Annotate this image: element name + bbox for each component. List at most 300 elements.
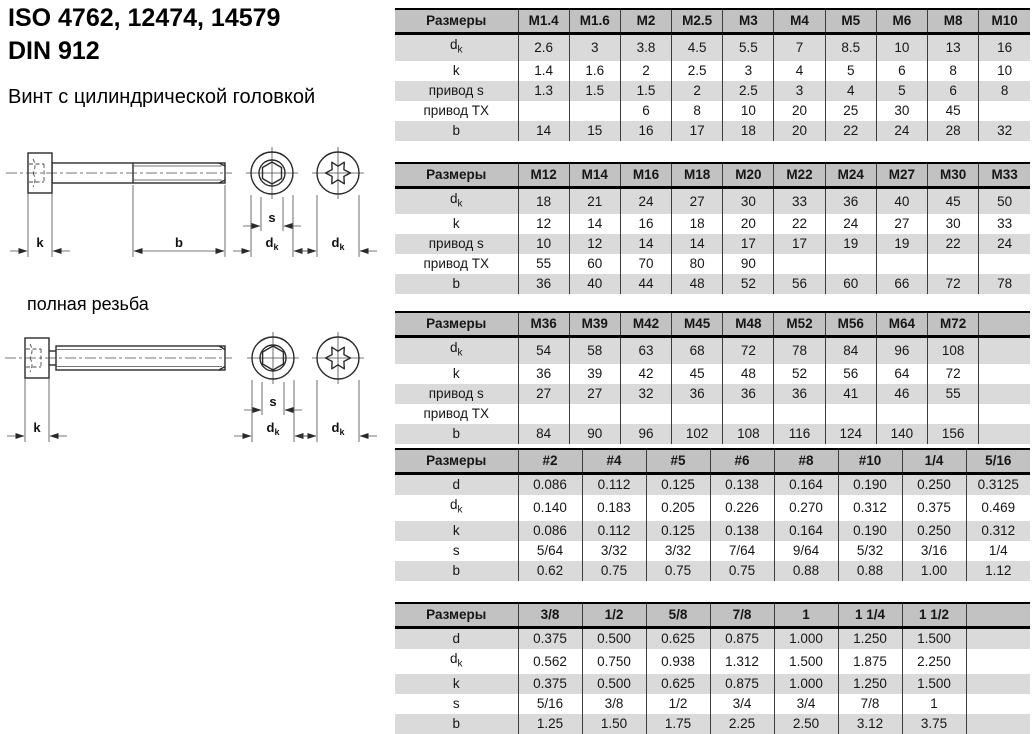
size-header: 1 1/2 — [902, 603, 966, 628]
screw-drawing-full-thread — [0, 318, 390, 453]
size-header: M18 — [672, 163, 723, 188]
dimension-value — [672, 404, 723, 424]
dimension-value: 0.875 — [710, 627, 774, 649]
dimension-value: 1/4 — [966, 541, 1030, 561]
sizes-column-title: Размеры — [395, 9, 518, 34]
dimension-value: 52 — [774, 364, 825, 384]
dimension-value: 24 — [825, 214, 876, 234]
dimension-value: 1.875 — [838, 649, 902, 675]
size-header: M2 — [620, 9, 671, 34]
dimension-value: 3/32 — [646, 541, 710, 561]
size-header: #8 — [774, 449, 838, 474]
size-header: M12 — [518, 163, 569, 188]
table-header-row — [395, 163, 1030, 188]
dimension-value: 52 — [723, 274, 774, 294]
dimension-value: 13 — [928, 34, 979, 61]
dim-label-s: s — [268, 210, 276, 225]
dimension-value: 0.086 — [518, 521, 582, 541]
size-header: M56 — [825, 312, 876, 337]
dimension-value: 18 — [518, 187, 569, 214]
row-label: привод TX — [423, 102, 489, 118]
dimension-s — [244, 382, 302, 415]
dimension-value: 0.625 — [646, 674, 710, 694]
page-subtitle: Винт с цилиндрической головкой — [8, 86, 316, 108]
dimension-value: 0.190 — [838, 474, 902, 496]
dimension-value: 96 — [620, 424, 671, 444]
dimension-value: 2 — [672, 81, 723, 101]
dimension-value — [774, 254, 825, 274]
dimension-value: 45 — [928, 101, 979, 121]
dimension-value: 3/16 — [902, 541, 966, 561]
size-header: M1.4 — [518, 9, 569, 34]
row-label: k — [452, 676, 460, 692]
row-label: d — [452, 630, 460, 646]
dimension-value: 41 — [825, 384, 876, 404]
dimension-value: 58 — [569, 337, 620, 364]
dimension-value: 0.938 — [646, 649, 710, 675]
dimension-value: 2.5 — [672, 61, 723, 81]
dimension-value: 108 — [928, 337, 979, 364]
dimension-value: 22 — [825, 121, 876, 141]
size-header: #10 — [838, 449, 902, 474]
dimension-value — [928, 404, 979, 424]
dimension-row — [395, 121, 1030, 141]
dimension-row — [395, 187, 1030, 214]
dimension-value: 78 — [774, 337, 825, 364]
table-header-row — [395, 312, 1030, 337]
dimension-value: 20 — [774, 121, 825, 141]
dimension-value: 10 — [518, 234, 569, 254]
dimension-value: 33 — [774, 187, 825, 214]
page-title-line2: DIN 912 — [8, 37, 100, 65]
size-header: 3/8 — [518, 603, 582, 628]
dim-label-dk: $d_k$ — [331, 235, 345, 252]
sizes-column-title: Размеры — [395, 603, 518, 628]
dimension-value: 1.500 — [774, 649, 838, 675]
dimension-value: 156 — [928, 424, 979, 444]
dimension-row — [395, 474, 1030, 496]
dimension-value: 4 — [774, 61, 825, 81]
dimension-value: 24 — [876, 121, 927, 141]
dimension-value — [979, 364, 1030, 384]
dimension-value: 17 — [774, 234, 825, 254]
dimension-value: 0.625 — [646, 627, 710, 649]
dimension-row — [395, 674, 1030, 694]
dimension-value: 0.562 — [518, 649, 582, 675]
dimension-value: 1.5 — [620, 81, 671, 101]
dimension-value: 0.270 — [774, 495, 838, 521]
dimension-value — [569, 404, 620, 424]
tables-container — [395, 0, 1030, 734]
dimension-value: 1.50 — [582, 714, 646, 734]
table-header-row — [395, 603, 1030, 628]
dimension-value: 14 — [569, 214, 620, 234]
dimension-value: 0.125 — [646, 521, 710, 541]
dimension-value: 10 — [979, 61, 1030, 81]
size-header: M64 — [876, 312, 927, 337]
dimension-value: 0.164 — [774, 474, 838, 496]
dimension-value: 90 — [723, 254, 774, 274]
dimension-value: 84 — [825, 337, 876, 364]
dimension-value: 36 — [825, 187, 876, 214]
size-header: 5/8 — [646, 603, 710, 628]
dimension-value: 25 — [825, 101, 876, 121]
size-header: 1 — [774, 603, 838, 628]
dimension-value: 2.50 — [774, 714, 838, 734]
size-header — [966, 603, 1030, 628]
size-header: M5 — [825, 9, 876, 34]
row-label: привод TX — [423, 406, 489, 422]
dimension-row — [395, 694, 1030, 714]
dimension-value — [518, 101, 569, 121]
size-header: 1/4 — [902, 449, 966, 474]
dimension-value: 5/16 — [518, 694, 582, 714]
dimension-value: 1.250 — [838, 627, 902, 649]
dimension-value: 2.6 — [518, 34, 569, 61]
dimension-value: 0.469 — [966, 495, 1030, 521]
size-header: #2 — [518, 449, 582, 474]
dimension-row — [395, 61, 1030, 81]
dim-label-s: s — [269, 394, 277, 409]
dimension-value: 17 — [672, 121, 723, 141]
size-header: M45 — [672, 312, 723, 337]
dim-label-dk: $d_k$ — [331, 420, 345, 437]
size-header: M4 — [774, 9, 825, 34]
dimension-value: 0.226 — [710, 495, 774, 521]
dimension-k — [10, 193, 70, 257]
dimension-value: 12 — [518, 214, 569, 234]
size-header: 7/8 — [710, 603, 774, 628]
page-title-line1: ISO 4762, 12474, 14579 — [8, 4, 281, 32]
dimension-value: 48 — [672, 274, 723, 294]
row-label: $d_k$ — [449, 340, 463, 360]
dimension-value: 1.500 — [902, 627, 966, 649]
dim-label-b: b — [175, 235, 183, 250]
row-label: b — [452, 276, 460, 292]
dimension-value: 0.190 — [838, 521, 902, 541]
row-label: b — [452, 426, 460, 442]
dimension-value: 6 — [928, 81, 979, 101]
size-header: M20 — [723, 163, 774, 188]
dimension-value: 1.5 — [569, 81, 620, 101]
dimension-table-1 — [395, 8, 1030, 141]
dimension-value: 14 — [672, 234, 723, 254]
dimension-value: 3/4 — [710, 694, 774, 714]
row-label: s — [452, 542, 460, 558]
dimension-value: 5.5 — [723, 34, 774, 61]
dimension-value: 0.62 — [518, 561, 582, 581]
dimension-value — [825, 404, 876, 424]
dimension-value — [876, 404, 927, 424]
dimension-value: 1.312 — [710, 649, 774, 675]
dimension-value: 24 — [979, 234, 1030, 254]
dimension-value: 8 — [672, 101, 723, 121]
dimension-value — [620, 404, 671, 424]
sizes-column-title: Размеры — [395, 312, 518, 337]
dimension-value: 3 — [774, 81, 825, 101]
dimension-value: 0.75 — [646, 561, 710, 581]
dimension-value: 0.88 — [774, 561, 838, 581]
dimension-value: 27 — [569, 384, 620, 404]
dimension-row — [395, 274, 1030, 294]
dimension-value — [966, 649, 1030, 675]
size-header: M10 — [979, 9, 1030, 34]
full-thread-label: полная резьба — [27, 294, 149, 314]
dimension-value: 27 — [672, 187, 723, 214]
dimension-row — [395, 364, 1030, 384]
dimension-value: 63 — [620, 337, 671, 364]
row-label: привод s — [428, 386, 484, 402]
dimension-value: 0.086 — [518, 474, 582, 496]
dimension-value — [979, 337, 1030, 364]
dimension-value: 0.375 — [518, 627, 582, 649]
dimension-value — [979, 404, 1030, 424]
dimension-value: 54 — [518, 337, 569, 364]
dimension-table-2 — [395, 162, 1030, 295]
size-header: M8 — [928, 9, 979, 34]
row-label: b — [452, 716, 460, 732]
dimension-value: 16 — [620, 121, 671, 141]
dimension-row — [395, 495, 1030, 521]
dimension-value: 70 — [620, 254, 671, 274]
dimension-value: 140 — [876, 424, 927, 444]
dimension-value: 17 — [723, 234, 774, 254]
dimension-value: 0.312 — [838, 495, 902, 521]
dimension-value: 7 — [774, 34, 825, 61]
dimension-value: 18 — [723, 121, 774, 141]
end-view-hex-socket — [247, 332, 299, 384]
dimension-value: 22 — [774, 214, 825, 234]
size-header: 1/2 — [582, 603, 646, 628]
row-label: $d_k$ — [449, 497, 463, 516]
dimension-dk-hex — [234, 380, 312, 442]
dimension-value: 36 — [518, 364, 569, 384]
dim-label-k: k — [33, 420, 41, 435]
table-header-row — [395, 449, 1030, 474]
dimension-value: 5/32 — [838, 541, 902, 561]
dimension-value: 2.250 — [902, 649, 966, 675]
dimension-value: 66 — [876, 274, 927, 294]
screw-drawing-partial-thread — [0, 145, 390, 270]
dimension-value: 30 — [928, 214, 979, 234]
dimension-value: 0.500 — [582, 627, 646, 649]
dimension-value: 0.750 — [582, 649, 646, 675]
dimension-value: 3.75 — [902, 714, 966, 734]
dimension-value — [774, 404, 825, 424]
size-header: M2.5 — [672, 9, 723, 34]
dimension-value: 0.112 — [582, 521, 646, 541]
row-label: привод s — [428, 82, 484, 98]
dimension-row — [395, 627, 1030, 649]
dimension-value: 3 — [723, 61, 774, 81]
dimension-value: 3.12 — [838, 714, 902, 734]
dimension-row — [395, 424, 1030, 444]
dimension-value: 90 — [569, 424, 620, 444]
row-label: привод TX — [423, 256, 489, 272]
dimension-value: 0.112 — [582, 474, 646, 496]
dimension-value: 1.000 — [774, 674, 838, 694]
row-label: $d_k$ — [449, 37, 463, 56]
dimension-value: 0.500 — [582, 674, 646, 694]
dimension-value: 124 — [825, 424, 876, 444]
dimension-value: 0.3125 — [966, 474, 1030, 496]
dimension-value: 0.140 — [518, 495, 582, 521]
dimension-value — [723, 404, 774, 424]
dim-label-dk: $d_k$ — [265, 235, 279, 252]
dimension-row — [395, 214, 1030, 234]
dimension-b — [133, 185, 225, 257]
size-header: M48 — [723, 312, 774, 337]
dimension-s — [243, 197, 301, 231]
dimension-value: 1 — [902, 694, 966, 714]
dimension-value: 24 — [620, 187, 671, 214]
dimension-value — [569, 101, 620, 121]
dimension-value: 3/32 — [582, 541, 646, 561]
dimension-value: 56 — [774, 274, 825, 294]
row-label: привод s — [428, 236, 484, 252]
row-label: k — [452, 216, 460, 232]
dimension-value: 19 — [825, 234, 876, 254]
dimension-value: 2 — [620, 61, 671, 81]
dimension-value: 84 — [518, 424, 569, 444]
dimension-value — [979, 254, 1030, 274]
size-header: #6 — [710, 449, 774, 474]
dimension-value: 10 — [723, 101, 774, 121]
dimension-value: 36 — [723, 384, 774, 404]
size-header: M6 — [876, 9, 927, 34]
size-header: M3 — [723, 9, 774, 34]
dimension-value: 20 — [774, 101, 825, 121]
dimension-value: 55 — [928, 384, 979, 404]
size-header: M1.6 — [569, 9, 620, 34]
dimension-value: 0.205 — [646, 495, 710, 521]
dimension-value: 4.5 — [672, 34, 723, 61]
dimension-value — [966, 714, 1030, 734]
dimension-value: 0.875 — [710, 674, 774, 694]
dimension-value: 8.5 — [825, 34, 876, 61]
dimension-value: 1.25 — [518, 714, 582, 734]
dimension-value: 102 — [672, 424, 723, 444]
dimension-row — [395, 541, 1030, 561]
dimension-value: 116 — [774, 424, 825, 444]
dimension-value: 19 — [876, 234, 927, 254]
dimension-value: 45 — [928, 187, 979, 214]
dimension-value: 1.75 — [646, 714, 710, 734]
dimension-value: 5 — [825, 61, 876, 81]
size-header: M72 — [928, 312, 979, 337]
size-header: M16 — [620, 163, 671, 188]
row-label: k — [452, 366, 460, 382]
size-header: 1 1/4 — [838, 603, 902, 628]
dimension-value: 12 — [569, 234, 620, 254]
dimension-value: 9/64 — [774, 541, 838, 561]
dimension-table-5 — [395, 602, 1030, 734]
size-header: M14 — [569, 163, 620, 188]
dimension-value: 21 — [569, 187, 620, 214]
dimension-row — [395, 254, 1030, 274]
dimension-row — [395, 234, 1030, 254]
row-label: k — [452, 62, 460, 78]
row-label: $d_k$ — [449, 190, 463, 210]
end-view-hex-socket — [246, 147, 298, 199]
dimension-value: 2.25 — [710, 714, 774, 734]
dimension-value: 72 — [928, 274, 979, 294]
dimension-value: 36 — [672, 384, 723, 404]
dimension-value: 78 — [979, 274, 1030, 294]
dimension-value — [876, 254, 927, 274]
dimension-value: 32 — [620, 384, 671, 404]
dimension-value: 8 — [928, 61, 979, 81]
dimension-value: 55 — [518, 254, 569, 274]
dimension-value: 3/4 — [774, 694, 838, 714]
dimension-value: 0.138 — [710, 521, 774, 541]
row-label: b — [452, 562, 460, 578]
dimension-value: 40 — [876, 187, 927, 214]
dimension-value: 5/64 — [518, 541, 582, 561]
dimension-value: 27 — [518, 384, 569, 404]
dimension-row — [395, 384, 1030, 404]
dimension-value: 0.183 — [582, 495, 646, 521]
dimension-value: 32 — [979, 121, 1030, 141]
row-label: s — [452, 696, 460, 712]
row-label: k — [452, 522, 460, 538]
size-header: M39 — [569, 312, 620, 337]
dimension-value: 7/64 — [710, 541, 774, 561]
dimension-value: 64 — [876, 364, 927, 384]
dimension-value: 0.375 — [518, 674, 582, 694]
dimension-value: 42 — [620, 364, 671, 384]
dimension-value: 60 — [569, 254, 620, 274]
row-label: $d_k$ — [449, 650, 463, 670]
dim-label-k: k — [36, 235, 44, 250]
sizes-column-title: Размеры — [395, 163, 518, 188]
dimension-value: 10 — [876, 34, 927, 61]
dimension-row — [395, 34, 1030, 61]
dimension-value: 108 — [723, 424, 774, 444]
dimension-value: 15 — [569, 121, 620, 141]
dimension-value: 36 — [774, 384, 825, 404]
dimension-value: 1/2 — [646, 694, 710, 714]
dimension-row — [395, 101, 1030, 121]
sizes-column-title: Размеры — [395, 449, 518, 474]
dimension-row — [395, 561, 1030, 581]
dimension-value — [979, 101, 1030, 121]
dimension-value: 44 — [620, 274, 671, 294]
dimension-value — [979, 384, 1030, 404]
dimension-table-4 — [395, 448, 1030, 581]
dimension-value: 72 — [723, 337, 774, 364]
dimension-value: 14 — [620, 234, 671, 254]
dimension-value — [966, 674, 1030, 694]
row-label: d — [452, 477, 460, 493]
end-view-torx-socket — [312, 147, 364, 199]
dimension-value: 33 — [979, 214, 1030, 234]
dimension-value — [979, 424, 1030, 444]
size-header: M24 — [825, 163, 876, 188]
dimension-value: 0.75 — [582, 561, 646, 581]
dimension-value: 68 — [672, 337, 723, 364]
size-header: M30 — [928, 163, 979, 188]
dimension-value: 22 — [928, 234, 979, 254]
dimension-value: 1.3 — [518, 81, 569, 101]
dimension-value — [518, 404, 569, 424]
dimension-value: 0.250 — [902, 474, 966, 496]
dimension-row — [395, 404, 1030, 424]
dimension-value: 3.8 — [620, 34, 671, 61]
dimension-dk-torx — [299, 380, 377, 442]
dimension-value: 2.5 — [723, 81, 774, 101]
row-label: b — [452, 122, 460, 138]
